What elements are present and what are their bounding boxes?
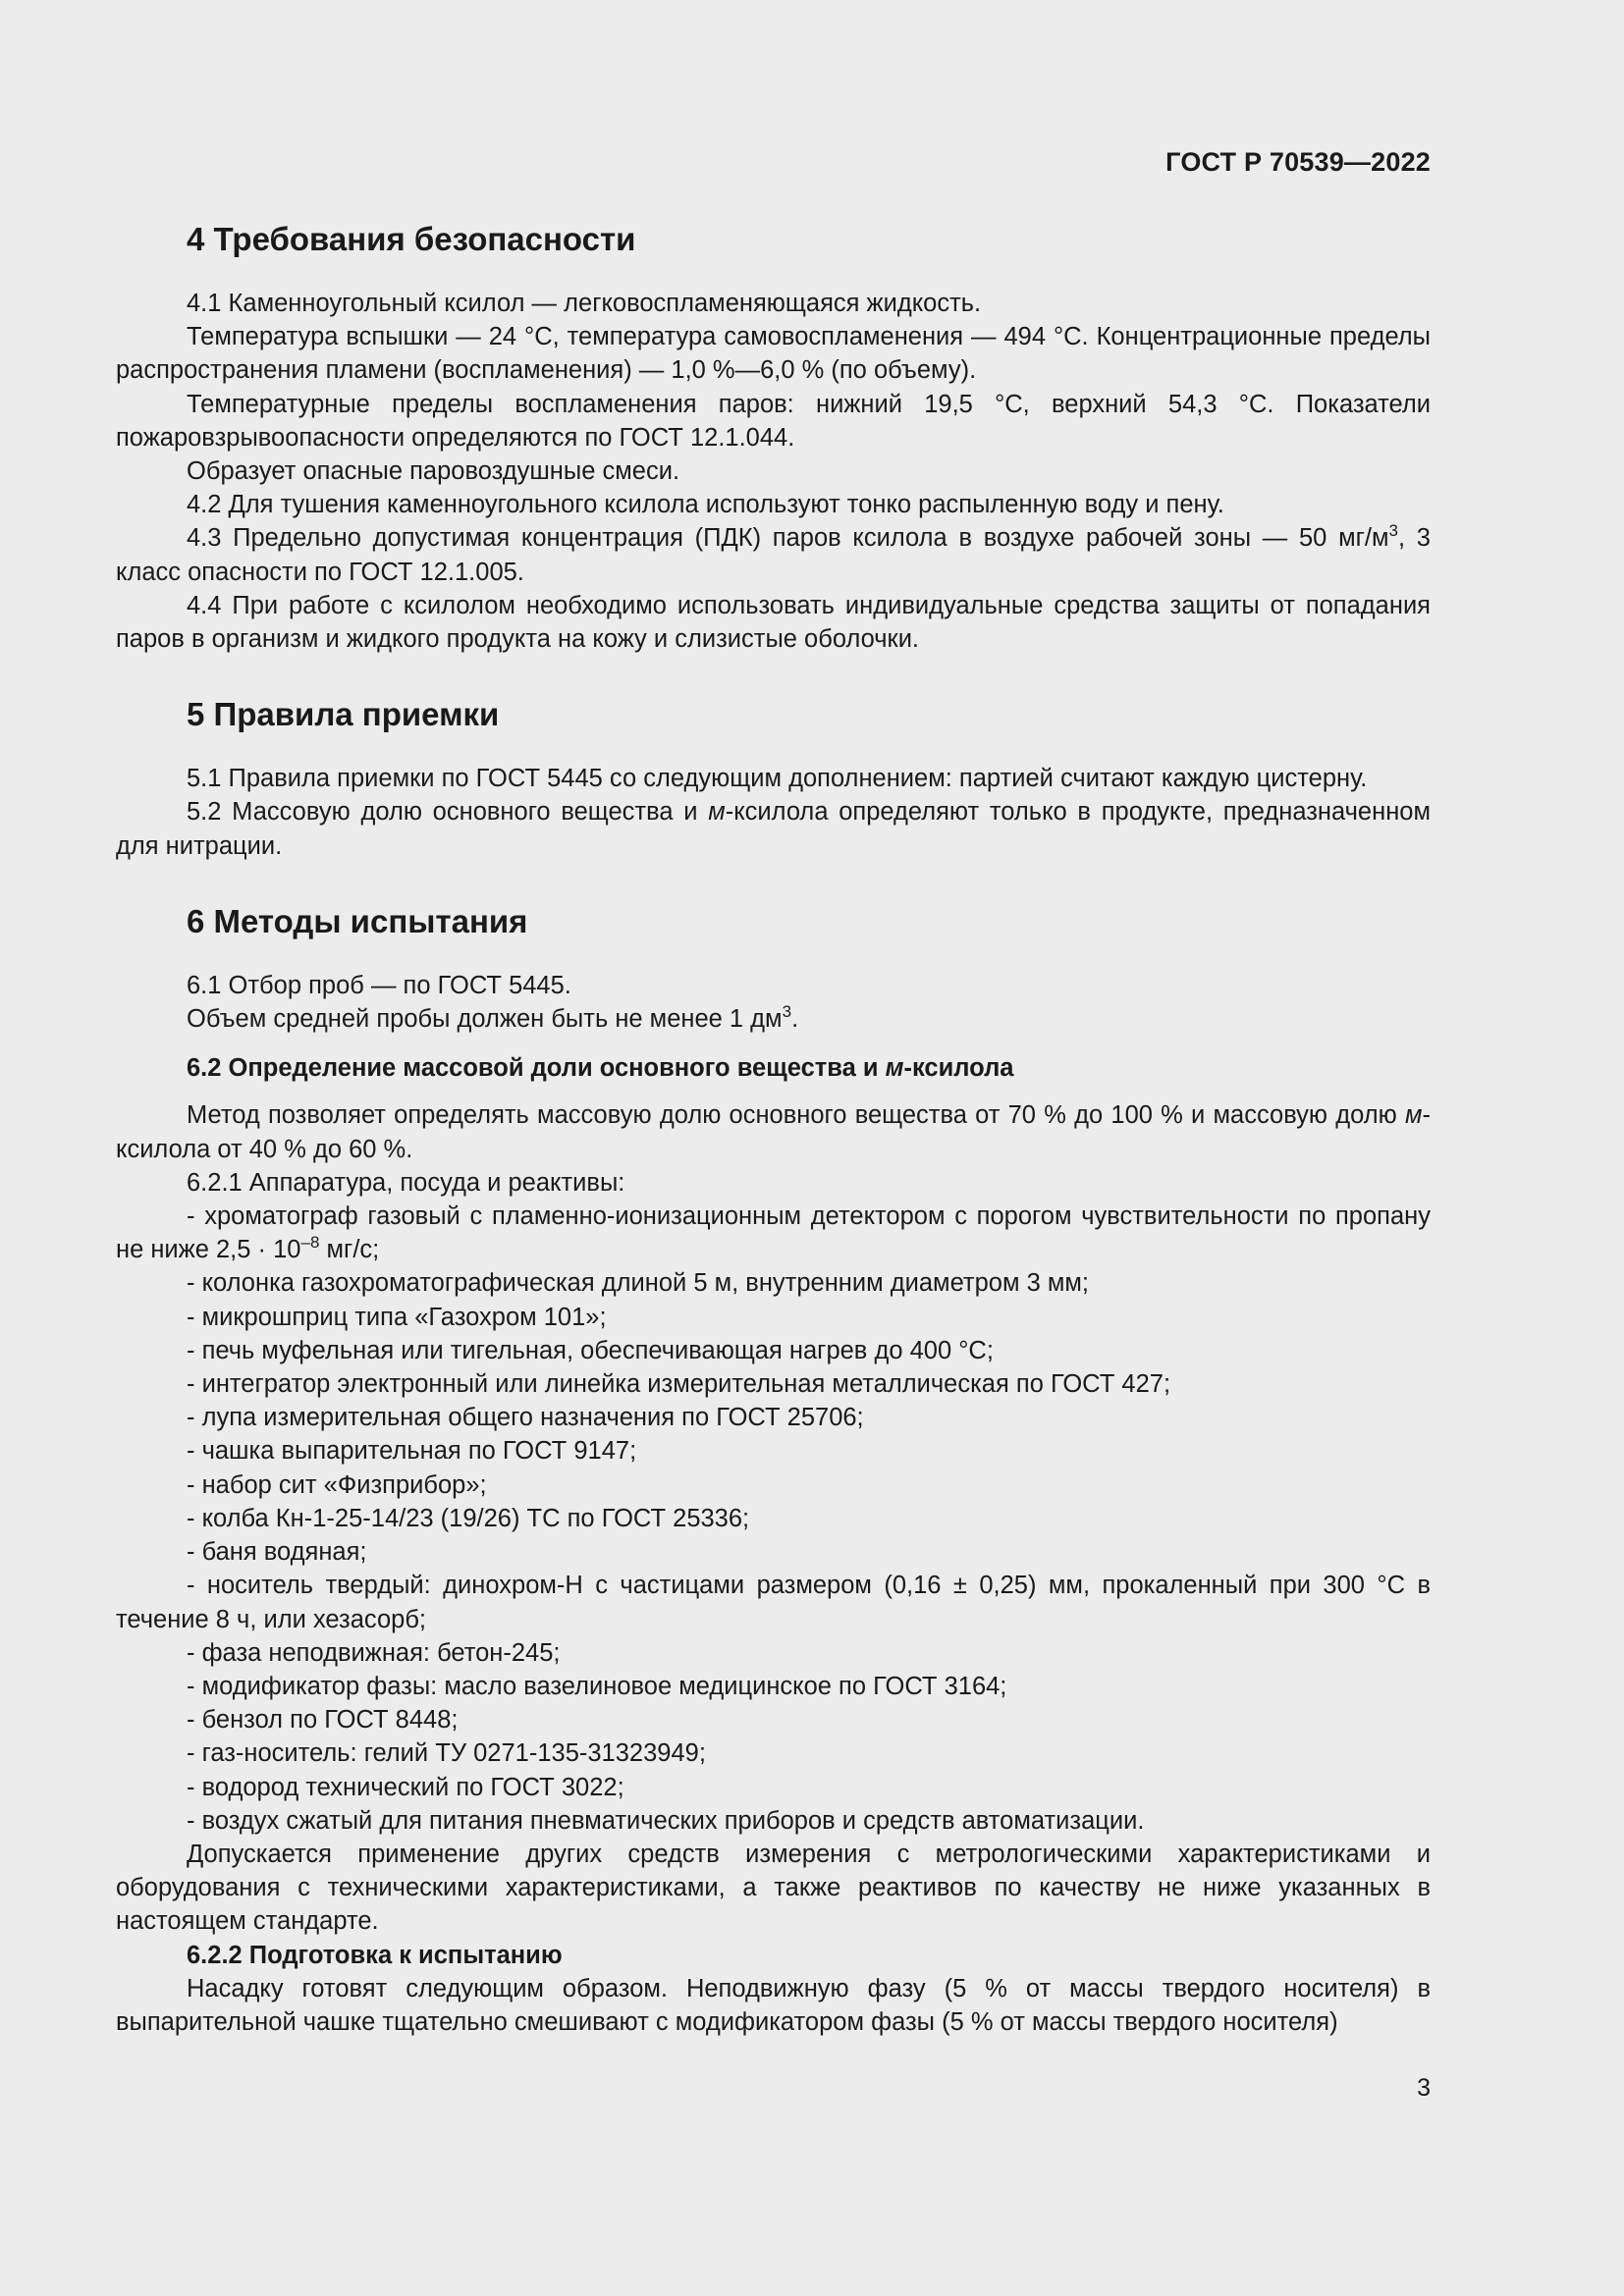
- paragraph-4-1: 4.1 Каменноугольный ксилол — легковоспламеняющаяся жидкость.: [187, 290, 982, 317]
- section-6-title: 6 Методы испытания: [187, 902, 528, 939]
- paragraph-4-1-flash: Температура вспышки — 24 °С, температура самовоспламенения — 494 °С. Концентрационные пределы распространения пламени (воспламенения) — 1,0 %—6,0 % (по объему).: [116, 323, 1431, 385]
- list-item: - носитель твердый: динохром-Н с частицами размером (0,16 ± 0,25) мм, прокаленный при 300 °С в течение 8 ч, или хезасорб;: [116, 1572, 1431, 1633]
- list-item: - чашка выпарительная по ГОСТ 9147;: [187, 1437, 637, 1466]
- paragraph-5-1: 5.1 Правила приемки по ГОСТ 5445 со следующим дополнением: партией считают каждую цистерну.: [187, 765, 1368, 793]
- paragraph-6-1: 6.1 Отбор проб — по ГОСТ 5445.: [187, 971, 571, 999]
- list-item: - водород технический по ГОСТ 3022;: [187, 1773, 624, 1801]
- subsection-6-2-title: 6.2 Определение массовой доли основного вещества и м-ксилола: [187, 1054, 1014, 1083]
- paragraph-4-1-mixtures: Образует опасные паровоздушные смеси.: [187, 457, 680, 486]
- paragraph-6-2-1-alternatives: Допускается применение других средств измерения с метрологическими характеристиками и оборудования с техническими характеристиками, а также реактивов по качеству не ниже указанных в настоящем стандарте.: [116, 1840, 1431, 1936]
- section-5-title: 5 Правила приемки: [187, 696, 500, 733]
- paragraph-6-2-2: Насадку готовят следующим образом. Неподвижную фазу (5 % от массы твердого носителя) в выпарительной чашке тщательно смешивают с модификатором фазы (5 % от массы твердого носителя): [116, 1974, 1431, 2036]
- list-item: - колба Кн-1-25-14/23 (19/26) ТС по ГОСТ 25336;: [187, 1504, 750, 1532]
- list-item: - колонка газохроматографическая длиной 5 м, внутренним диаметром 3 мм;: [187, 1269, 1089, 1298]
- paragraph-6-2-1: 6.2.1 Аппаратура, посуда и реактивы:: [187, 1168, 625, 1197]
- subsection-6-2-2-title: 6.2.2 Подготовка к испытанию: [187, 1941, 563, 1969]
- list-item: - лупа измерительная общего назначения по ГОСТ 25706;: [187, 1404, 864, 1432]
- paragraph-4-3: 4.3 Предельно допустимая концентрация (ПДК) паров ксилола в воздухе рабочей зоны — 50 $мг/м^3$, 3 класс опасности по ГОСТ 12.1.005.: [116, 521, 1431, 586]
- paragraph-5-2: 5.2 Массовую долю основного вещества и м-ксилола определяют только в продукте, предназначенном для нитрации.: [116, 798, 1431, 860]
- list-item: - печь муфельная или тигельная, обеспечивающая нагрев до 400 °С;: [187, 1336, 994, 1364]
- list-item: - бензол по ГОСТ 8448;: [187, 1706, 459, 1735]
- page-number: 3: [1417, 2074, 1431, 2102]
- paragraph-6-2-method: Метод позволяет определять массовую долю основного вещества от 70 % до 100 % и массовую долю м-ксилола от 40 % до 60 %.: [116, 1101, 1431, 1163]
- paragraph-4-1-limits: Температурные пределы воспламенения паров: нижний 19,5 °С, верхний 54,3 °С. Показатели пожаровзрывоопасности определяются по ГОСТ 12.1.044.: [116, 390, 1431, 452]
- list-item: - хроматограф газовый с пламенно-ионизационным детектором с порогом чувствительности по пропану не ниже $2,5 \cdot 10^{-8}$ мг/с;: [116, 1202, 1431, 1264]
- list-item: - интегратор электронный или линейка измерительная металлическая по ГОСТ 427;: [187, 1370, 1171, 1399]
- document-code-header: ГОСТ Р 70539—2022: [1165, 147, 1431, 177]
- list-item: - модификатор фазы: масло вазелиновое медицинское по ГОСТ 3164;: [187, 1672, 1007, 1700]
- paragraph-4-4: 4.4 При работе с ксилолом необходимо использовать индивидуальные средства защиты от попадания паров в организм и жидкого продукта на кожу и слизистые оболочки.: [116, 591, 1431, 654]
- section-4-title: 4 Требования безопасности: [187, 221, 636, 257]
- paragraph-4-2: 4.2 Для тушения каменноугольного ксилола используют тонко распыленную воду и пену.: [187, 491, 1224, 519]
- list-item: - газ-носитель: гелий ТУ 0271-135-31323949;: [187, 1739, 706, 1768]
- list-item: - воздух сжатый для питания пневматических приборов и средств автоматизации.: [187, 1806, 1145, 1835]
- list-item: - микрошприц типа «Газохром 101»;: [187, 1303, 607, 1331]
- list-item: - баня водяная;: [187, 1538, 367, 1567]
- paragraph-6-1-volume: Объем средней пробы должен быть не менее 1 $дм^3$.: [187, 1002, 799, 1034]
- document-body: [116, 220, 1431, 2039]
- list-item: - фаза неподвижная: бетон-245;: [187, 1638, 561, 1667]
- list-item: - набор сит «Физприбор»;: [187, 1470, 487, 1499]
